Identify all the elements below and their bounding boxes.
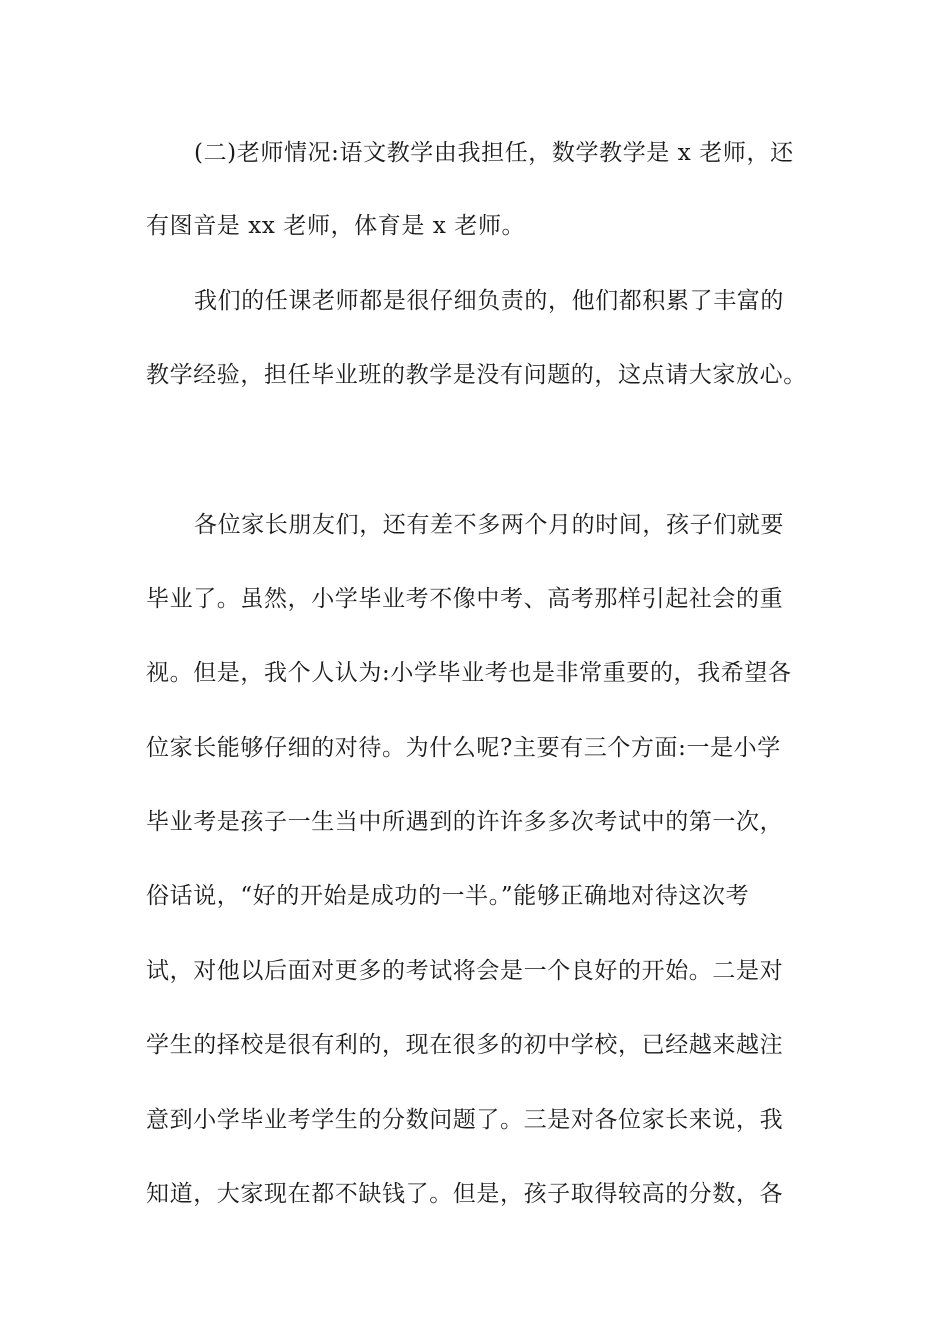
paragraph-line: 学生的择校是很有利的，现在很多的初中学校，已经越来越注 bbox=[146, 1032, 784, 1058]
paragraph-line: 毕业了。虽然，小学毕业考不像中考、高考那样引起社会的重 bbox=[146, 586, 784, 612]
paragraph-line: 视。但是，我个人认为:小学毕业考也是非常重要的，我希望各 bbox=[146, 660, 792, 686]
paragraph-line: 俗话说，“好的开始是成功的一半。”能够正确地对待这次考 bbox=[146, 883, 750, 909]
paragraph-line: 有图音是 xx 老师，体育是 x 老师。 bbox=[146, 213, 526, 239]
paragraph-line: 意到小学毕业考学生的分数问题了。三是对各位家长来说，我 bbox=[146, 1107, 784, 1133]
paragraph-line: 毕业考是孩子一生当中所遇到的许许多多次考试中的第一次， bbox=[146, 809, 784, 835]
paragraph-line: 试，对他以后面对更多的考试将会是一个良好的开始。二是对 bbox=[146, 958, 784, 984]
paragraph-line: 教学经验，担任毕业班的教学是没有问题的，这点请大家放心。 bbox=[146, 362, 807, 388]
paragraph-line: 各位家长朋友们，还有差不多两个月的时间，孩子们就要 bbox=[194, 512, 784, 538]
paragraph-line: 位家长能够仔细的对待。为什么呢?主要有三个方面:一是小学 bbox=[146, 735, 781, 761]
paragraph-line: 知道，大家现在都不缺钱了。但是，孩子取得较高的分数，各 bbox=[146, 1181, 784, 1207]
paragraph-line: (二)老师情况:语文教学由我担任，数学教学是 x 老师，还 bbox=[194, 140, 794, 166]
paragraph-line: 我们的任课老师都是很仔细负责的，他们都积累了丰富的 bbox=[194, 288, 784, 314]
